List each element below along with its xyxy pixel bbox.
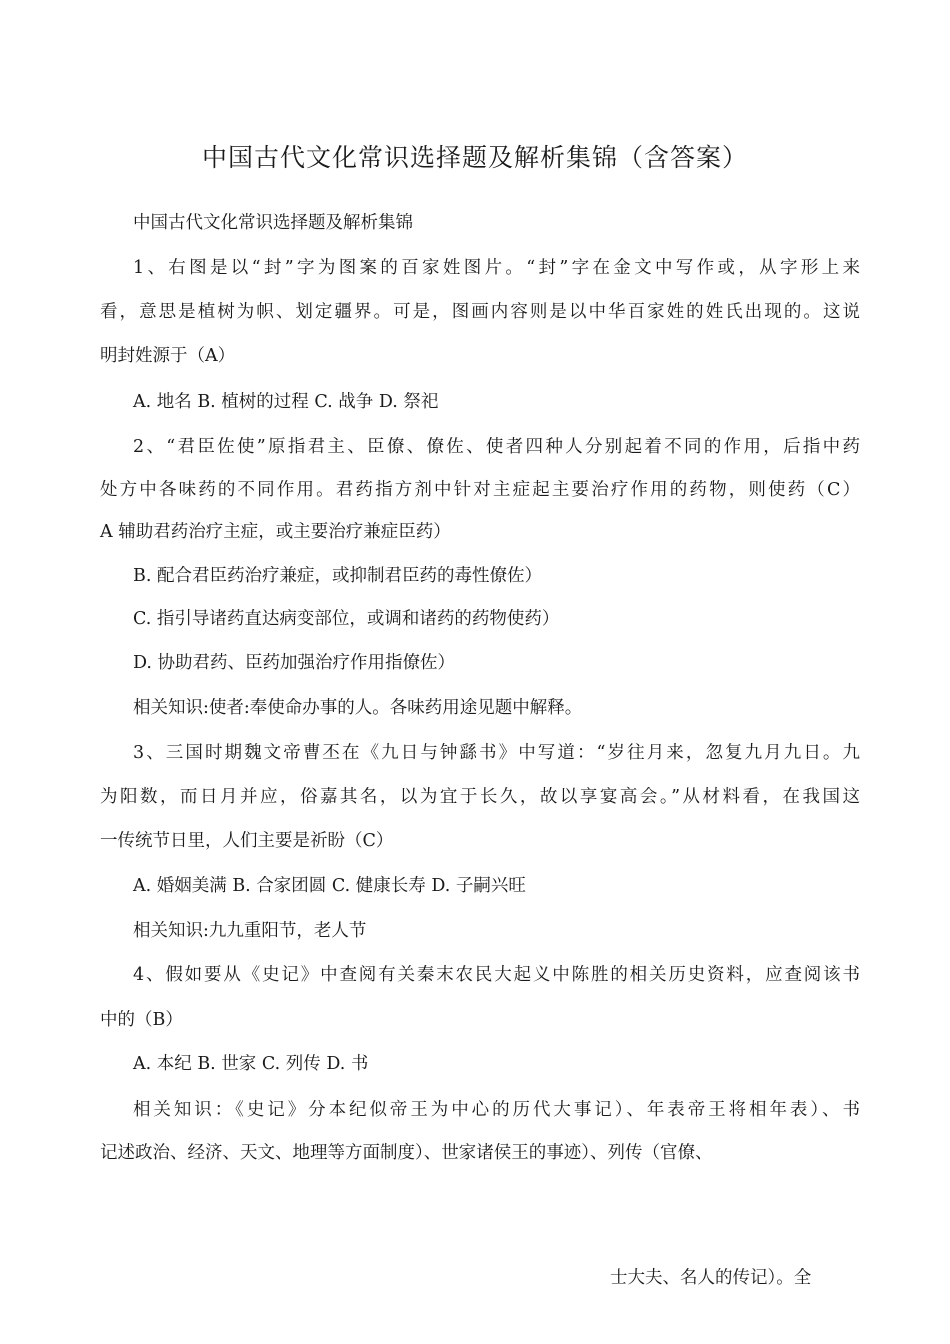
answer-options-line: A. 地名 B. 植树的过程 C. 战争 D. 祭祀 [133, 392, 439, 412]
continuation-line: 士大夫、名人的传记）。全 [610, 1268, 812, 1288]
answer-option-line: D. 协助君药、臣药加强治疗作用指僚佐） [133, 653, 456, 673]
body-line: 明封姓源于（A） [100, 346, 236, 366]
body-line: 为阳数，而日月并应，俗嘉其名，以为宜于长久，故以享宴高会。”从材料看，在我国这 [100, 787, 860, 807]
subtitle-line: 中国古代文化常识选择题及解析集锦 [133, 213, 413, 233]
body-line: 一传统节日里，人们主要是祈盼（C） [100, 831, 394, 851]
body-line: 1、右图是以“封”字为图案的百家姓图片。“封”字在金文中写作或，从字形上来 [133, 258, 860, 278]
body-line: 看，意思是植树为帜、划定疆界。可是，图画内容则是以中华百家姓的姓氏出现的。这说 [100, 302, 860, 322]
body-line: 记述政治、经济、天文、地理等方面制度）、世家诸侯王的事迹）、列传（官僚、 [100, 1143, 713, 1163]
answer-option-line: C. 指引导诸药直达病变部位，或调和诸药的药物使药） [133, 609, 560, 629]
related-knowledge-line: 相关知识:使者:奉使命办事的人。各味药用途见题中解释。 [133, 698, 583, 718]
page-title: 中国古代文化常识选择题及解析集锦（含答案） [201, 143, 748, 172]
body-line: 处方中各味药的不同作用。君药指方剂中针对主症起主要治疗作用的药物，则使药（C） [100, 480, 860, 500]
body-line: 2、“君臣佐使”原指君主、臣僚、僚佐、使者四种人分别起着不同的作用，后指中药 [133, 437, 860, 457]
answer-options-line: A. 婚姻美满 B. 合家团圆 C. 健康长寿 D. 子嗣兴旺 [133, 876, 526, 896]
answer-option-line: A 辅助君药治疗主症，或主要治疗兼症臣药） [100, 522, 451, 542]
related-knowledge-line: 相关知识：《史记》分本纪似帝王为中心的历代大事记）、年表帝王将相年表）、书 [133, 1100, 860, 1120]
answer-options-line: A. 本纪 B. 世家 C. 列传 D. 书 [133, 1054, 369, 1074]
body-line: 3、三国时期魏文帝曹丕在《九日与钟繇书》中写道：“岁往月来，忽复九月九日。九 [133, 743, 860, 763]
answer-option-line: B. 配合君臣药治疗兼症，或抑制君臣药的毒性僚佐） [133, 566, 542, 586]
related-knowledge-line: 相关知识:九九重阳节，老人节 [133, 921, 367, 941]
body-line: 4、假如要从《史记》中查阅有关秦末农民大起义中陈胜的相关历史资料，应查阅该书 [133, 965, 860, 985]
body-line: 中的（B） [100, 1010, 183, 1030]
